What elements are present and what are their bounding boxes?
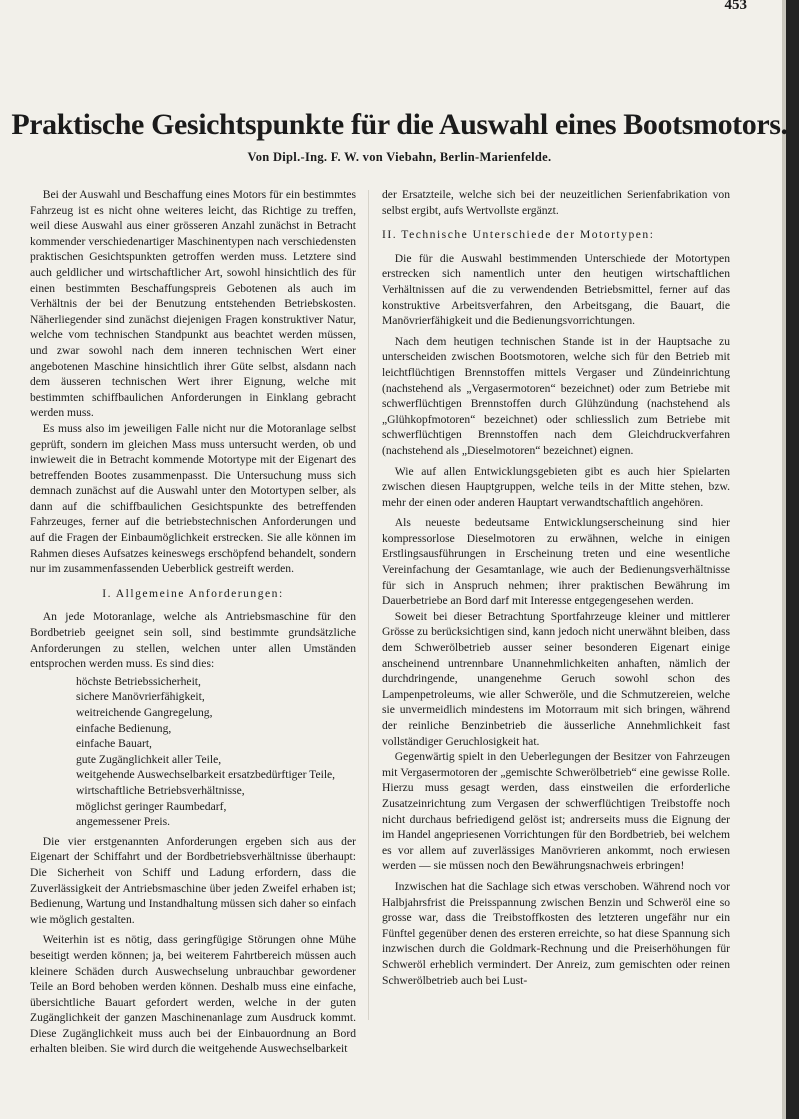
list-item: weitgehende Auswechselbarkeit ersatzbedürftiger Teile, <box>76 768 336 782</box>
section-heading-1: I. Allgemeine Anforderungen: <box>102 586 284 600</box>
paragraph: Gegenwärtig spielt in den Ueberlegungen der Besitzer von Fahrzeugen mit Vergasermotoren der „gemischte Schwerölbetrieb“ eine gewisse Rolle. Hierzu muss gesagt werden, dass einstweilen die erforderliche Zusatzeinrichtung zum Vergasen der schwerflüchtigen Treibstoffe noch nicht durchaus befriedigend gelöst ist; andrerseits muss die Eignung der im Handel angepriesenen Vorrichtungen für den Bordbetrieb, bei welchem es vor allem auf zuverlässiges Manövrieren ankommt, noch erwiesen werden — sie müssen noch den Bewährungsnachweis erbringen! <box>382 750 730 873</box>
author-byline: Von Dipl.-Ing. F. W. von Viebahn, Berlin-Marienfelde. <box>247 150 552 164</box>
paragraph: Die für die Auswahl bestimmenden Unterschiede der Motortypen erstrecken sich namentlich unter den heutigen wirtschaftlichen Verhältnissen auf die zu verwendenden Betriebsmittel, ferner auf das konstruktive Arbeitsverfahren, den Arbeitsgang, die Bauart, die Manövrierfähigkeit und die Bedienungsvorrichtungen. <box>382 251 730 328</box>
paragraph: Soweit bei dieser Betrachtung Sportfahrzeuge kleiner und mittlerer Grösse zu berücksichtigen sind, kann jedoch nicht unerwähnt bleiben, dass dem Schwerölbetrieb ausser seiner besonderen Eigenart einige anscheinend untrennbare Unannehmlichkeiten anhaften, nämlich der durchdringende, unangenehme Geruch sowohl schon des Lampenpetroleums, wie aller Schweröle, und die Schmutzereien, welche sie unvermeidlich mindestens im Motorraum mit sich bringen, während der reinliche Benzinbetrieb die äusserliche Annehmlichkeit fast vollständiger Geruchlosigkeit hat. <box>382 609 730 748</box>
list-item: einfache Bauart, <box>76 737 152 751</box>
article-title: Praktische Gesichtspunkte für die Auswahl eines Bootsmotors. <box>11 108 788 141</box>
page-number: 453 <box>724 0 747 13</box>
paragraph: An jede Motoranlage, welche als Antriebsmaschine für den Bordbetrieb geeignet sein soll, sind bestimmte grundsätzliche Anforderungen zu stellen, welchen unter allen Umständen entsprochen werden muss. Es sind dies: <box>30 610 356 671</box>
paragraph: Die vier erstgenannten Anforderungen ergeben sich aus der Eigenart der Schiffahrt und der Bordbetriebsverhältnisse überhaupt: Die Sicherheit von Schiff und Ladung erfordern, dass die Zuverlässigkeit der Antriebsmaschine über jeden Zweifel erhaben ist; Bedienung, Wartung und Instandhaltung müssen sich daher so einfach wie möglich gestalten. <box>30 834 356 926</box>
scan-border <box>786 0 799 1119</box>
paragraph: Nach dem heutigen technischen Stande ist in der Hauptsache zu unterscheiden zwischen Bootsmotoren, welche sich für den Betrieb mit leichtflüchtigen Brennstoffen mittels Vergaser und Zündeinrichtung (nachstehend als „Vergasermotoren“ bezeichnet) oder zum Betriebe mit schwerflüchtigen Brennstoffen durch Glühzündung (nachstehend als „Glühkopfmotoren“ bezeichnet) oder schliesslich zum Betriebe mit schwerflüchtigen Brennstoffen nach dem Gleichdruckverfahren (nachstehend als „Dieselmotoren“ bezeichnet) eignen. <box>382 334 730 457</box>
section-heading-2: II. Technische Unterschiede der Motortypen: <box>382 228 655 242</box>
paragraph: Als neueste bedeutsame Entwicklungserscheinung sind hier kompressorlose Dieselmotoren zu erwähnen, welche in einigen Erstlingsausführungen in Erscheinung treten und eine wesentliche Vereinfachung der Gesamtanlage, wie auch der Bedienungsverhältnisse für sich in Anspruch nehmen; ihrer praktischen Bewährung im Dauerbetriebe an Bord darf mit Interesse entgegengesehen werden. <box>382 516 730 608</box>
right-column <box>382 187 730 988</box>
list-item: wirtschaftliche Betriebsverhältnisse, <box>76 783 245 797</box>
paragraph: Bei der Auswahl und Beschaffung eines Motors für ein bestimmtes Fahrzeug ist es nicht ohne weiteres leicht, das Richtige zu treffen, weil diese Auswahl aus einer grösseren Anzahl zunächst in Betracht kommender verschiedenartiger Maschinentypen nach verschiedensten praktischen Gesichtspunkten getroffen werden muss. Letztere sind auch geldlicher und wirtschaftlicher Art, sowohl hinsichtlich des für einen bestimmten Beschaffungspreis Gebotenen als auch im Verhältnis der bei der Benutzung entstehenden Betriebskosten. Näherliegender sind zunächst diejenigen Fragen konstruktiver Natur, welche vom technischen Standpunkt aus beachtet werden müssen, und zwar sowohl nach dem inneren technischen Wert einer angebotenen Maschine hinsichtlich ihrer Güte selbst, alsdann nach dem äusseren technischen Wert ihrer Eignung, welche mit bestimmten schiffbaulichen Anforderungen in Einklang gebracht werden muss. <box>30 188 356 420</box>
list-item: einfache Bedienung, <box>76 721 172 735</box>
list-item: möglichst geringer Raumbedarf, <box>76 799 227 813</box>
list-item: sichere Manövrierfähigkeit, <box>76 690 205 704</box>
paragraph: Es muss also im jeweiligen Falle nicht nur die Motoranlage selbst geprüft, sondern im gleichen Mass muss untersucht werden, ob und inwieweit die in Betracht kommende Motortype mit der Eigenart des betreffenden Bootes zusammenpasst. Die Untersuchung muss sich demnach zunächst auf die Auswahl unter den Motortypen selber, als dann auf die schiffbaulichen Gesichtspunkte des betreffenden Fahrzeuges, ferner auf die betriebstechnischen Anforderungen und auf die Fragen der Einbaumöglichkeit erstrecken. Sie alle können im Rahmen dieses Aufsatzes keineswegs erschöpfend behandelt, sondern nur im zusammenfassenden Ueberblick gestreift werden. <box>30 421 356 576</box>
paragraph: der Ersatzteile, welche sich bei der neuzeitlichen Serienfabrikation von selbst ergibt, aufs Wertvollste ergänzt. <box>382 188 730 217</box>
paragraph: Weiterhin ist es nötig, dass geringfügige Störungen ohne Mühe beseitigt werden können; ja, bei weiterem Fahrtbereich müssen auch kleinere Schäden durch Auswechselung unbrauchbar gewordener Teile an Bord behoben werden können. Deshalb muss eine einfache, übersichtliche Bauart gefordert werden, welche in der guten Zugänglichkeit der ganzen Maschinenanlage zum Ausdruck kommt. Diese Zugänglichkeit muss auch bei der Einbauordnung an Bord erhalten bleiben. Sie wird durch die weitgehende Auswechselbarkeit <box>30 933 356 1056</box>
list-item: höchste Betriebssicherheit, <box>76 674 201 688</box>
column-divider <box>368 190 369 1020</box>
list-item: angemessener Preis. <box>76 815 171 829</box>
requirements-list <box>76 674 356 830</box>
list-item: weitreichende Gangregelung, <box>76 706 213 719</box>
paragraph: Inzwischen hat die Sachlage sich etwas verschoben. Während noch vor Halbjahrsfrist die Preisspannung zwischen Benzin und Schweröl eine so grosse war, dass die Treibstoffkosten des letzteren ungefähr nur ein Fünftel gegenüber denen des ersteren erreichte, so hat diese Spannung sich inzwischen durch die Goldmark-Rechnung und die Preiserhöhungen für Schweröl erheblich vermindert. Der Anreiz, zum gemischten oder reinen Schwerölbetrieb auch bei Lust- <box>382 879 730 987</box>
list-item: gute Zugänglichkeit aller Teile, <box>76 752 222 766</box>
paragraph: Wie auf allen Entwicklungsgebieten gibt es auch hier Spielarten zwischen diesen Hauptgruppen, welche teils in der Mitte stehen, bzw. mehr der einen oder anderen Hauptart verwandtschaftlich angehören. <box>382 464 730 509</box>
left-column <box>30 187 356 1057</box>
